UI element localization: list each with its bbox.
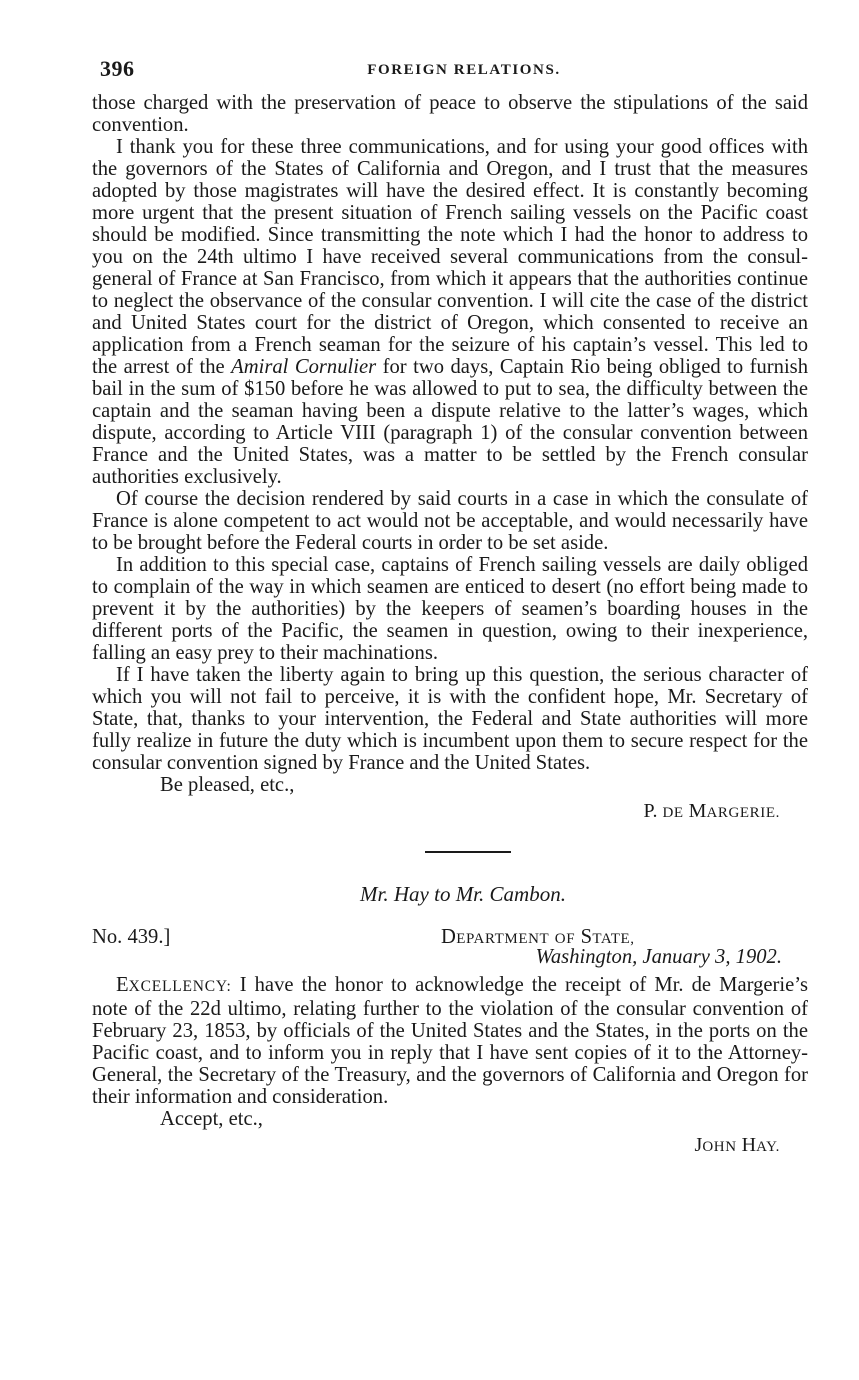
reply-text: I have the honor to acknowledge the receipt of Mr. de Margerie’s note of the 22d ultimo, relating further to the violation of the consular convention of February 23, 1853, by officials of the United States and the States, in the ports on the Pacific coast, and to inform you in reply that I have sent copies of it to the Attorney-General, the Secretary of the Treasury, and the governors of California and Oregon for their information and consideration. <box>92 974 808 1108</box>
reply-paragraph <box>92 974 808 1108</box>
reply-signature-rest-1: OHN <box>702 1139 737 1155</box>
place-date: Washington, January 3, 1902. <box>535 946 782 968</box>
salutation-first: E <box>116 974 129 996</box>
state-rest: TATE, <box>592 931 635 947</box>
running-head <box>92 56 808 92</box>
reply-signature-rest-2: AY. <box>756 1139 780 1155</box>
department-rest: EPARTMENT <box>456 931 550 947</box>
letter-signature <box>92 800 780 824</box>
document-number: No. 439.] <box>92 926 171 948</box>
reply-signature-first: J <box>694 1134 703 1156</box>
signature-surname-rest: ARGERIE. <box>706 805 780 821</box>
reply-body <box>92 974 808 1108</box>
reply-dateline <box>92 926 808 974</box>
page-number: 396 <box>100 56 135 81</box>
signature-surname-first: M <box>688 800 707 822</box>
state-first: S <box>580 926 593 948</box>
reply-signature-first-2: H <box>741 1134 757 1156</box>
section-divider <box>425 851 511 853</box>
running-title: FOREIGN RELATIONS. <box>367 62 561 78</box>
document-page <box>92 56 808 1158</box>
salutation-rest: XCELLENCY: <box>128 978 232 995</box>
signature-particle: DE <box>662 805 684 821</box>
letter-paragraph-3: Of course the decision rendered by said courts in a case in which the consulate of France is alone competent to act would not be acceptable, and would necessarily have to be brought before the Federal courts in order to be set aside. <box>92 488 808 554</box>
ship-name: Amiral Cornulier <box>231 356 377 378</box>
letter-paragraph-4: In addition to this special case, captains of French sailing vessels are daily obliged to complain of the way in which seamen are enticed to desert (no effort being made to prevent it by the authorities) by the keepers of seamen’s boarding houses in the different ports of the Pacific, the seamen in question, owing to their inexperience, falling an easy prey to their machinations. <box>92 554 808 664</box>
reply-signature <box>92 1134 780 1158</box>
signature-initial: P. <box>643 800 658 822</box>
department-of: OF <box>554 931 576 947</box>
letter-paragraph-1: those charged with the preservation of peace to observe the stipulations of the said convention. <box>92 92 808 136</box>
letter-paragraph-2-text: I thank you for these three communications, and for using your good offices with the governors of the States of California and Oregon, and I trust that the measures adopted by those magistrates will have the desired effect. It is constantly becoming more urgent that the present situation of French sailing vessels on the Pacific coast should be modified. Since transmitting the note which I had the honor to address to you on the 24th ultimo I have received several communications from the consul-general of France at San Francisco, from which it appears that the authorities continue to neglect the observance of the consular convention. I will cite the case of the district and United States court for the district of Oregon, which consented to receive an application from a French seaman for the seizure of his captain’s vessel. This led to the arrest of the <box>92 136 808 378</box>
letter-paragraph-5: If I have taken the liberty again to bring up this question, the serious character of which you will not fail to perceive, it is with the confident hope, Mr. Secretary of State, that, thanks to your intervention, the Federal and State authorities will more fully realize in future the duty which is incumbent upon them to secure respect for the consular convention signed by France and the United States. <box>92 664 808 774</box>
letter-closing: Be pleased, etc., <box>160 774 295 796</box>
department-first: D <box>441 926 457 948</box>
reply-heading: Mr. Hay to Mr. Cambon. <box>360 882 566 906</box>
letter-paragraph-2 <box>92 136 808 488</box>
reply-closing: Accept, etc., <box>160 1108 263 1130</box>
letter-paragraph-2-continued: for two days, Captain Rio being obliged to furnish bail in the sum of $150 before he was allowed to put to sea, the difficulty between the captain and the seaman having been a dispute relative to the latter’s wages, which dispute, according to Article VIII (paragraph 1) of the consular convention between France and the United States, was a matter to be settled by the French consular authorities exclusively. <box>92 356 808 488</box>
letter-body <box>92 92 808 774</box>
